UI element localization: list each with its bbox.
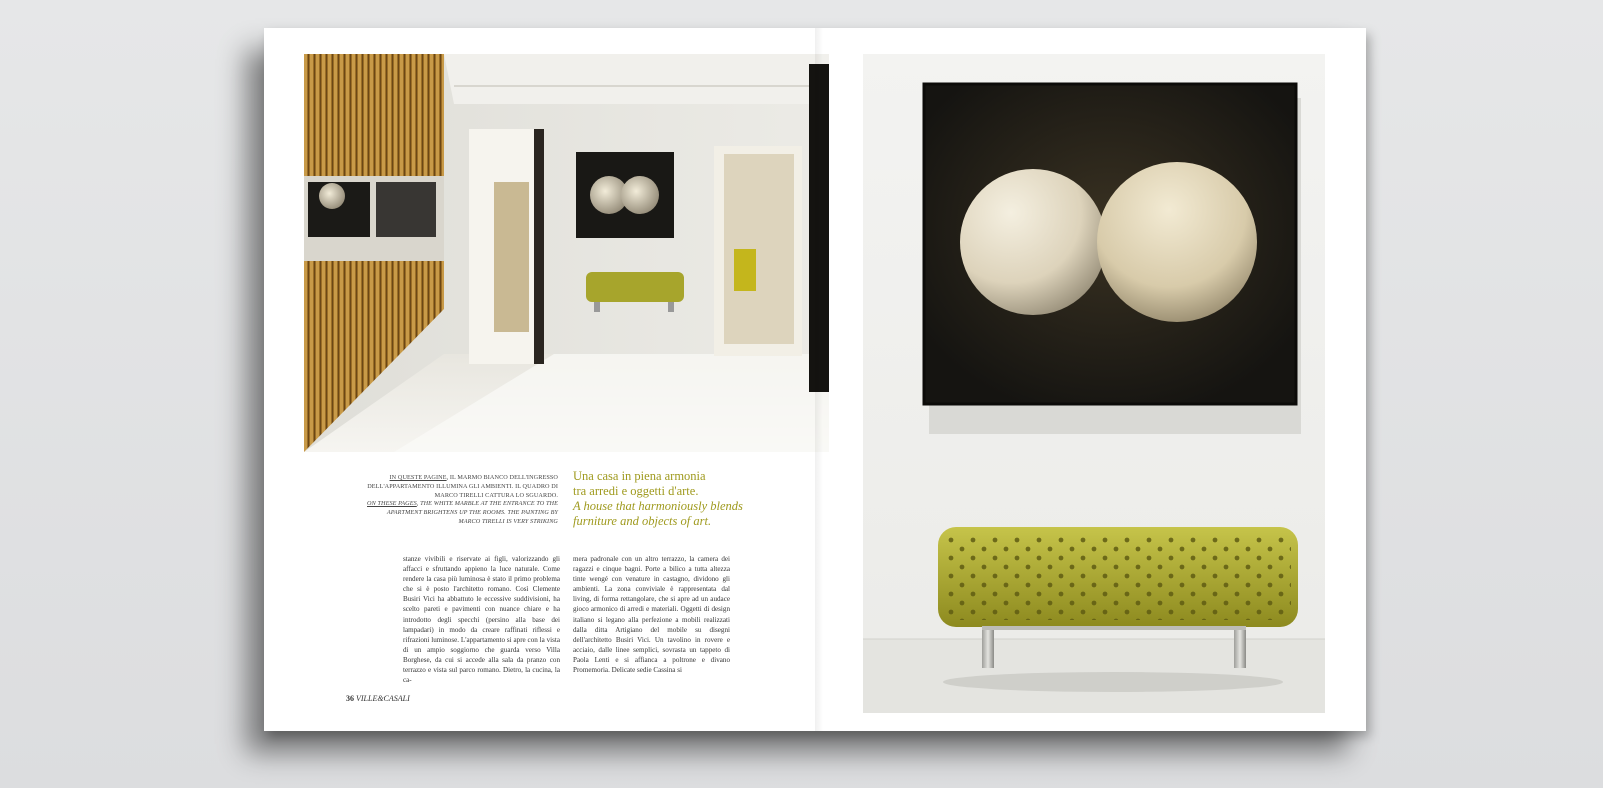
painting-bench-illustration <box>863 54 1325 713</box>
hallway-interior-illustration <box>304 54 829 452</box>
body-column-1: stanze vivibili e riservate ai figli, valorizzando gli affacci e sfruttando appieno la luce naturale. Come rendere la casa più luminosa è stato il primo problema che si è posto l'architetto romano. Così Clemente Busiri Vici ha abbattuto le eccessive suddivisioni, ha scelto pareti e pavimenti con nuance chiare e ha introdotto degli specchi (persino alla base dei lampadari) in modo da creare raffinati riflessi e rifrazioni luminose. L'appartamento si apre con la vista di un ampio soggiorno che guarda verso Villa Borghese, da cui si accede alla sala da pranzo con terrazzo e vista sul parco romano. Dietro, la cucina, la ca- <box>403 555 560 685</box>
headline-en-line2: furniture and objects of art. <box>573 514 712 528</box>
caption-en-text: , THE WHITE MARBLE AT THE ENTRANCE TO THE APARTMENT BRIGHTENS UP THE ROOMS. THE PAINTING BY MARCO TIRELLI IS VERY STRIKING <box>386 500 558 525</box>
magazine-spread <box>264 28 1366 731</box>
caption-it-lead: IN QUESTE PAGINE <box>389 474 447 481</box>
article-headline <box>573 469 783 529</box>
painting-bench-photo <box>863 54 1325 713</box>
page-folio <box>346 694 410 703</box>
headline-it-line2: tra arredi e oggetti d'arte. <box>573 484 699 498</box>
caption-en-lead: ON THESE PAGES <box>367 500 417 508</box>
hallway-interior-photo <box>304 54 829 452</box>
magazine-name: VILLE&CASALI <box>356 694 410 703</box>
headline-en-line1: A house that harmoniously blends <box>573 499 743 513</box>
body-column-2: mera padronale con un altro terrazzo, la camera dei ragazzi e cinque bagni. Porte a bilico a tutta altezza tinte wengé con venature in castagno, dividono gli ambienti. La zona conviviale è rappresentata dal living, di forma rettangolare, che si apre ad un audace gioco armonico di arredi e materiali. Oggetti di design italiano si legano alla perfezione a mobili realizzati dalla ditta Artigiano del mobile su disegni dell'architetto Busiri Vici. Un tavolino in rovere e acciaio, dalle linee semplici, sovrasta un tappeto di Paola Lenti e si affianca a poltrone e divano Promemoria. Delicate sedie Cassina si <box>573 555 730 675</box>
photo-caption <box>364 474 558 527</box>
caption-it-text: , IL MARMO BIANCO DELL'INGRESSO DELL'APPARTAMENTO ILLUMINA GLI AMBIENTI. IL QUADRO DI MARCO TIRELLI CATTURA LO SGUARDO. <box>367 474 558 499</box>
page-number: 36 <box>346 694 354 703</box>
headline-it-line1: Una casa in piena armonia <box>573 469 706 483</box>
